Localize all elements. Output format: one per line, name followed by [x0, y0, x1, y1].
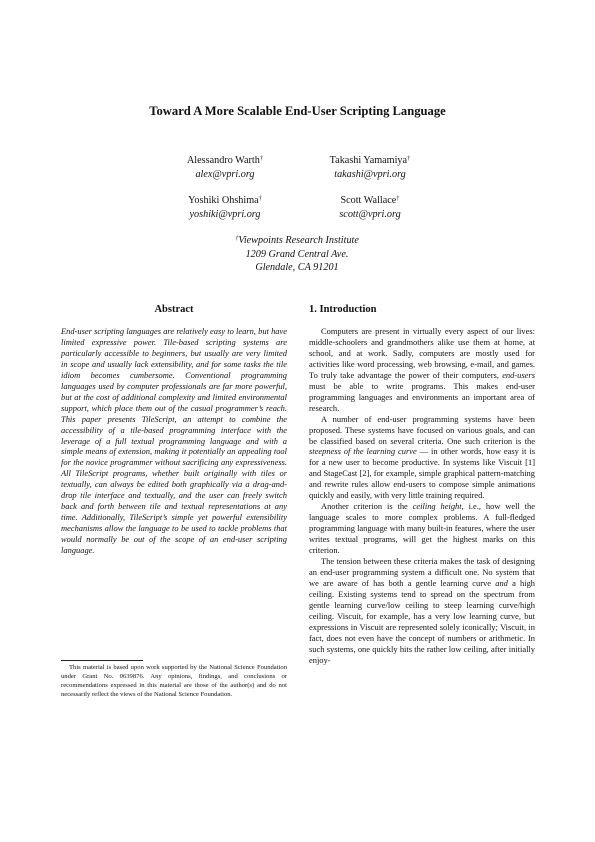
footnote-rule: [61, 660, 143, 661]
affiliation-mark: †: [235, 235, 239, 242]
affiliation-mark: †: [396, 195, 400, 202]
intro-paragraph: [309, 556, 535, 666]
intro-emphasis: end-users: [502, 369, 535, 380]
author-email: takashi@vpri.org: [334, 168, 406, 180]
author-name: Alessandro Warth: [186, 155, 260, 166]
intro-paragraph: [309, 501, 535, 556]
intro-text: Another criterion is the: [321, 501, 413, 512]
intro-paragraph: [309, 414, 535, 502]
author-email: scott@vpri.org: [339, 208, 401, 220]
intro-text: must be able to write programs. This makes end-user programming languages and environments an important area of research.: [309, 380, 535, 413]
paper-title: Toward A More Scalable End-User Scripting Language: [149, 104, 446, 118]
author-name: Yoshiki Ohshima: [188, 195, 259, 206]
author-email: alex@vpri.org: [195, 168, 255, 180]
abstract-text: End-user scripting languages are relatively easy to learn, but have limited expressive power. Tile-based scripting systems are particularly accessible to beginners, but usually are very limited in scope and usually lack extensibility, and for some tasks the tile idiom becomes cumbersome. Conventional programming languages used by computer professionals are far more powerful, but at the cost of additional complexity and limited environmental support, which place them out of the casual programmer’s reach. This paper presents TileScript, an attempt to combine the accessibility of a tile-based programming interface with the leverage of a full textual programming language and with a simple means of extension, making it potentially an appealing tool for the novice programmer without sacrificing any expressiveness. All TileScript programs, whether built originally with tiles or textually, can always be edited both graphically via a drag-and-drop tile interface and textually, and the user can freely switch back and forth between tile and textual representations at any time. Additionally, TileScript’s simple yet powerful extensibility mechanisms allow the language to be used to tackle problems that would normally be out of the scope of an end-user scripting language.: [61, 326, 287, 556]
author-block: [280, 152, 460, 181]
institute-city: Glendale, CA 91201: [255, 262, 339, 274]
intro-text: — in other words, how easy it is for a new user to become productive. In systems like Viscuit [1] and StageCast [2], for example, simple graphical pattern-matching and rewrite rules allow end-users to compose simple animations quickly and easily, with very little training required.: [309, 446, 535, 501]
author-email: yoshiki@vpri.org: [189, 208, 261, 220]
affiliation-mark: †: [259, 155, 264, 162]
institute-name: Viewpoints Research Institute: [238, 235, 359, 246]
intro-text: The tension between these criteria makes the task of designing an end-user programming system a difficult one. No system that we are aware of has both a gentle learning curve: [309, 556, 535, 588]
author-name: Scott Wallace: [340, 195, 397, 206]
abstract-heading: Abstract: [154, 304, 194, 315]
affiliation-mark: †: [407, 155, 411, 162]
intro-paragraph: [309, 326, 535, 414]
intro-text: Computers are present in virtually every aspect of our lives: middle-schoolers and grandmothers alike use them at home, at school, and at work. Sadly, computers are mostly used for activities like word processing, web browsing, e-mail, and games. To truly take advantage the power of their computers,: [309, 326, 535, 380]
intro-emphasis: and: [495, 577, 508, 588]
author-block: [280, 192, 460, 221]
intro-text: A number of end-user programming systems have been proposed. These systems have focused on various goals, and can be classified based on several criteria. One such criterion is the: [309, 413, 535, 446]
left-column: [61, 302, 287, 556]
intro-emphasis: steepness of the learning curve: [309, 446, 417, 457]
institute-street: 1209 Grand Central Ave.: [245, 248, 349, 260]
right-column: [309, 302, 535, 666]
affiliation-block: [197, 232, 397, 275]
intro-emphasis: ceiling height: [412, 501, 462, 512]
intro-text: a high ceiling. Existing systems tend to spread on the spectrum from gentle learning curve/low ceiling to steep learning curve/high ceiling. Viscuit, for example, has a very low learning curve, but expressions in Viscuit are represented solely iconically; Viscuit, in fact, does not even have the concept of numbers or arithmetic. In such systems, one quickly hits the rather low ceiling, after initially enjoy-: [309, 577, 536, 665]
funding-footnote: This material is based upon work supported by the National Science Foundation under Grant No. 0639876. Any opinions, findings, and conclusions or recommendations expressed in this material are those of the author(s) and do not necessarily reflect the views of the National Science Foundation.: [61, 664, 287, 698]
author-name: Takashi Yamamiya: [329, 155, 408, 166]
affiliation-mark: †: [258, 195, 262, 202]
intro-text: , i.e., how well the language scales to more complex problems. A full-fledged programming language with many built-in features, where the user writes textual programs, will get the highest marks on this criterion.: [309, 501, 535, 556]
introduction-heading: 1. Introduction: [309, 304, 377, 315]
